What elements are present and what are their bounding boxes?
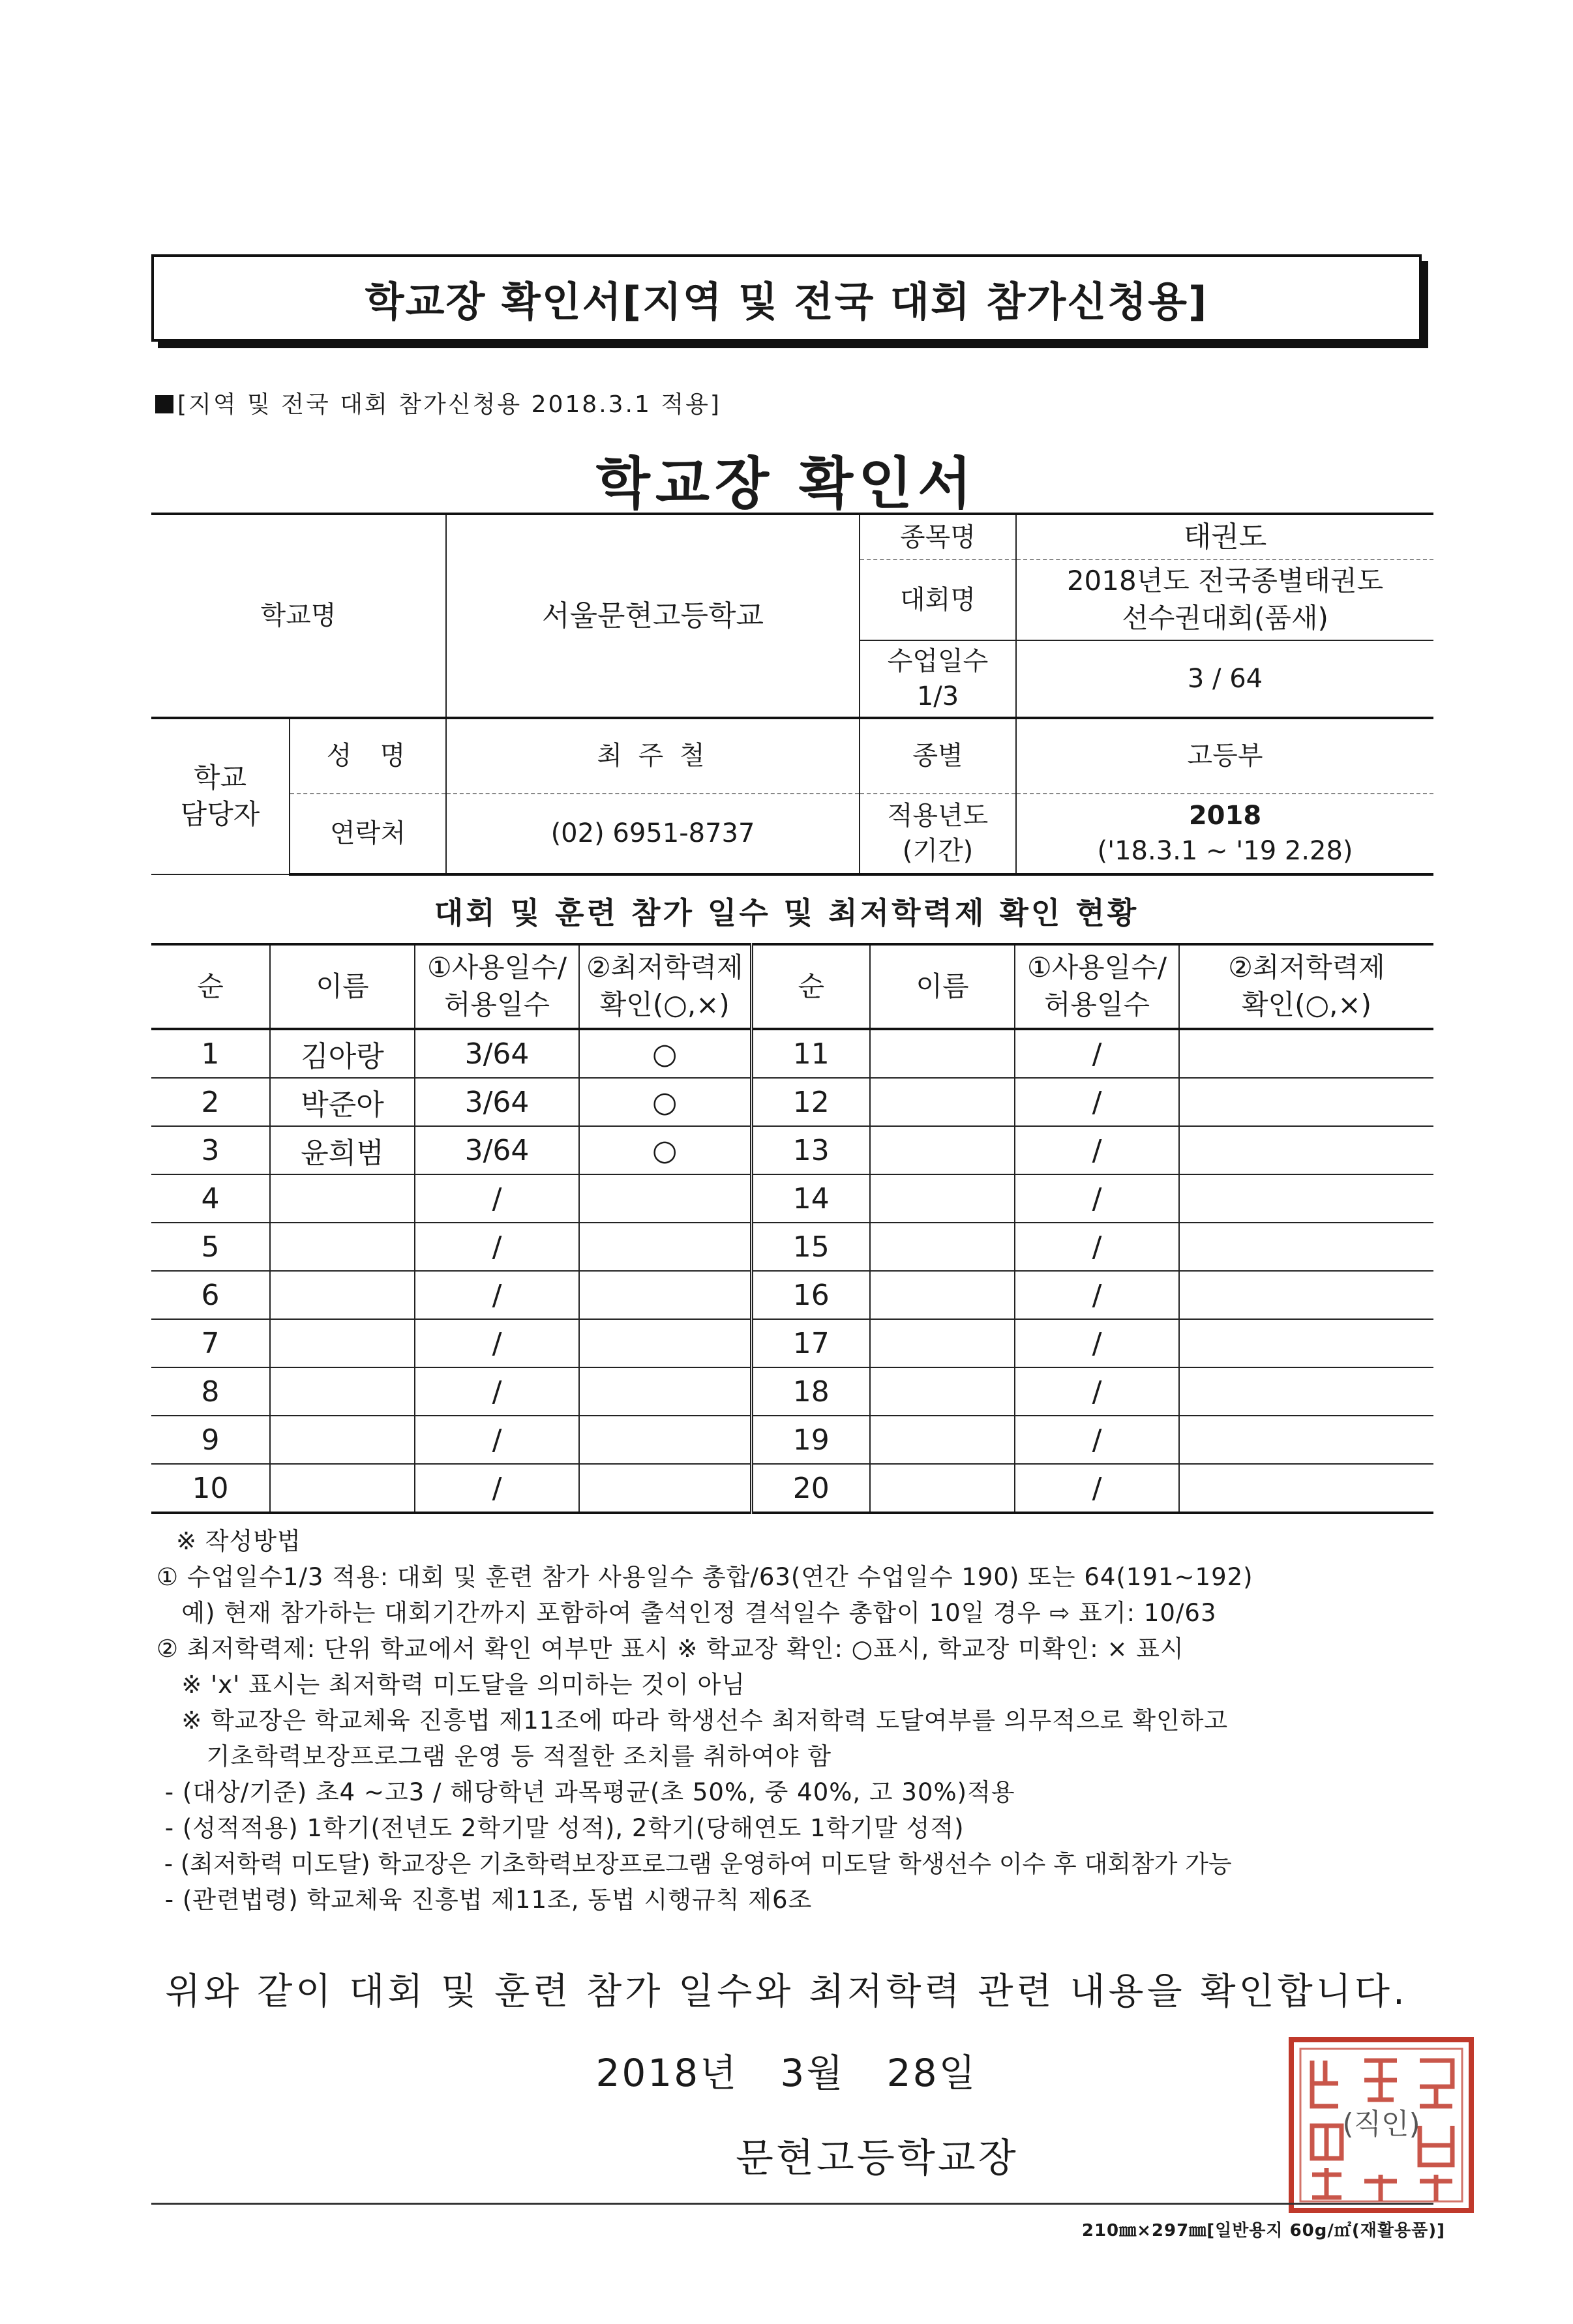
row-days-2: /: [1015, 1367, 1179, 1416]
row-days-2: /: [1015, 1464, 1179, 1513]
header-no-2: 순: [751, 944, 870, 1029]
row-name: 윤희범: [270, 1126, 415, 1174]
row-check: [579, 1271, 751, 1319]
row-check: [579, 1174, 751, 1223]
event-value: 태권도: [1016, 514, 1433, 559]
row-days-2: /: [1015, 1174, 1179, 1223]
table-row: [151, 1271, 1433, 1319]
category-value: 고등부: [1016, 718, 1433, 794]
table-row: [151, 1126, 1433, 1174]
participation-status-table: [151, 943, 1433, 1514]
row-no: 8: [151, 1367, 270, 1416]
table-row: [151, 1464, 1433, 1513]
row-days-2: /: [1015, 1078, 1179, 1126]
writing-instructions: [157, 1523, 1441, 1918]
row-name-2: [870, 1029, 1015, 1078]
row-name-2: [870, 1271, 1015, 1319]
school-days-label-line-2: 1/3: [916, 681, 959, 711]
row-no-2: 18: [751, 1367, 870, 1416]
row-check: [579, 1464, 751, 1513]
header-days-line-1: ①사용일수/: [427, 951, 567, 984]
row-no-2: 11: [751, 1029, 870, 1078]
table-row: [151, 1367, 1433, 1416]
instruction-line: 기초학력보장프로그램 운영 등 적절한 조치를 취하여야 함: [157, 1742, 831, 1770]
row-check-2: [1179, 1174, 1433, 1223]
row-no-2: 17: [751, 1319, 870, 1367]
row-name: [270, 1319, 415, 1367]
header-days-2-line-2: 허용일수: [1043, 989, 1150, 1020]
header-grade-2-line-1: ②최저학력제: [1228, 951, 1385, 984]
year-period: ('18.3.1 ~ '19 2.28): [1097, 836, 1353, 867]
row-check-2: [1179, 1319, 1433, 1367]
row-no-2: 15: [751, 1223, 870, 1271]
document-title-box: [151, 254, 1422, 342]
row-name-2: [870, 1174, 1015, 1223]
school-days-label: [860, 640, 1016, 718]
row-check: [579, 1319, 751, 1367]
row-no: 4: [151, 1174, 270, 1223]
row-name: 김아랑: [270, 1029, 415, 1078]
header-days-2-line-1: ①사용일수/: [1026, 951, 1167, 984]
row-check: [579, 1416, 751, 1464]
row-check-2: [1179, 1078, 1433, 1126]
instructions-heading: ※ 작성방법: [176, 1527, 301, 1555]
row-name-2: [870, 1416, 1015, 1464]
table-row: [151, 1078, 1433, 1126]
row-no: 3: [151, 1126, 270, 1174]
row-name: [270, 1223, 415, 1271]
paper-spec-note: 210㎜×297㎜[일반용지 60g/㎡(재활용품)]: [1081, 2221, 1445, 2241]
row-days: /: [415, 1223, 579, 1271]
year-label-line-2: (기간): [902, 836, 974, 867]
instruction-line: ① 수업일수1/3 적용: 대회 및 훈련 참가 사용일수 총합/63(연간 수업일수 190) 또는 64(191~192): [157, 1563, 1253, 1591]
school-info-table: [151, 513, 1433, 876]
row-days-2: /: [1015, 1319, 1179, 1367]
row-name-2: [870, 1078, 1015, 1126]
row-name: [270, 1464, 415, 1513]
instruction-line: ※ 학교장은 학교체육 진흥법 제11조에 따라 학생선수 최저학력 도달여부를 의무적으로 확인하고: [157, 1706, 1229, 1735]
confirmation-statement: 위와 같이 대회 및 훈련 참가 일수와 최저학력 관련 내용을 확인합니다.: [165, 1971, 1408, 2013]
header-name-2: 이름: [870, 944, 1015, 1029]
official-seal-stamp: [1286, 2034, 1476, 2216]
teacher-name-label: 성 명: [290, 718, 446, 794]
row-check: [579, 1223, 751, 1271]
square-bullet-icon: [155, 395, 173, 413]
teacher-label-line-1: 학교: [193, 761, 247, 794]
teacher-label: [151, 718, 290, 874]
row-days: /: [415, 1416, 579, 1464]
year-value: [1016, 794, 1433, 874]
school-days-value: 3 / 64: [1016, 640, 1433, 718]
row-check-2: [1179, 1126, 1433, 1174]
row-days-2: /: [1015, 1223, 1179, 1271]
row-no: 2: [151, 1078, 270, 1126]
row-days: /: [415, 1319, 579, 1367]
table-row: [151, 1319, 1433, 1367]
category-label: 종별: [860, 718, 1016, 794]
competition-line-2: 선수권대회(품새): [1122, 602, 1328, 634]
row-no-2: 12: [751, 1078, 870, 1126]
table-header-row: [151, 944, 1433, 1029]
row-check: ○: [579, 1126, 751, 1174]
seal-text: (직인): [1342, 2108, 1420, 2141]
row-days-2: /: [1015, 1029, 1179, 1078]
row-no: 6: [151, 1271, 270, 1319]
row-days: 3/64: [415, 1029, 579, 1078]
row-name-2: [870, 1319, 1015, 1367]
confirmation-date: 2018년 3월 28일: [595, 2051, 978, 2095]
row-days: /: [415, 1464, 579, 1513]
row-name: [270, 1416, 415, 1464]
row-no-2: 14: [751, 1174, 870, 1223]
row-name: [270, 1271, 415, 1319]
instruction-line: - (최저학력 미도달) 학교장은 기초학력보장프로그램 운영하여 미도달 학생선수 이수 후 대회참가 가능: [157, 1850, 1232, 1878]
row-name: [270, 1174, 415, 1223]
row-no: 10: [151, 1464, 270, 1513]
header-name: 이름: [270, 944, 415, 1029]
header-grade: [579, 944, 751, 1029]
teacher-label-line-2: 담당자: [180, 798, 260, 831]
row-days: 3/64: [415, 1078, 579, 1126]
header-days-line-2: 허용일수: [443, 989, 550, 1020]
row-name-2: [870, 1367, 1015, 1416]
instruction-line: ※ 'x' 표시는 최저학력 미도달을 의미하는 것이 아님: [157, 1671, 745, 1699]
table-row: [151, 1029, 1433, 1078]
row-days: /: [415, 1174, 579, 1223]
instruction-line: - (관련법령) 학교체육 진흥법 제11조, 동법 시행규칙 제6조: [157, 1886, 813, 1914]
header-grade-line-2: 확인(○,×): [599, 989, 730, 1020]
row-days-2: /: [1015, 1271, 1179, 1319]
header-days-2: [1015, 944, 1179, 1029]
header-grade-2-line-2: 확인(○,×): [1241, 989, 1372, 1020]
row-check: ○: [579, 1078, 751, 1126]
instruction-line: ② 최저학력제: 단위 학교에서 확인 여부만 표시 ※ 학교장 확인: ○표시, 학교장 미확인: × 표시: [157, 1635, 1184, 1663]
row-name-2: [870, 1464, 1015, 1513]
header-no: 순: [151, 944, 270, 1029]
row-check-2: [1179, 1223, 1433, 1271]
form-version-text: [지역 및 전국 대회 참가신청용 2018.3.1 적용]: [177, 391, 721, 418]
row-name-2: [870, 1126, 1015, 1174]
table-row: [151, 1416, 1433, 1464]
school-name-value: 서울문현고등학교: [446, 514, 860, 718]
status-title: 대회 및 훈련 참가 일수 및 최저학력제 확인 현황: [434, 895, 1139, 931]
year-number: 2018: [1188, 801, 1262, 831]
instruction-line: - (성적적용) 1학기(전년도 2학기말 성적), 2학기(당해연도 1학기말 성적): [157, 1814, 965, 1842]
instruction-line: - (대상/기준) 초4 ~고3 / 해당학년 과목평균(초 50%, 중 40%, 고 30%)적용: [157, 1778, 1015, 1806]
row-name: 박준아: [270, 1078, 415, 1126]
row-check-2: [1179, 1464, 1433, 1513]
row-no-2: 16: [751, 1271, 870, 1319]
header-grade-2: [1179, 944, 1433, 1029]
row-no: 1: [151, 1029, 270, 1078]
header-days: [415, 944, 579, 1029]
document-title: 학교장 확인서[지역 및 전국 대회 참가신청용]: [365, 277, 1208, 325]
school-days-label-line-1: 수업일수: [887, 646, 989, 676]
row-name-2: [870, 1223, 1015, 1271]
row-days: /: [415, 1271, 579, 1319]
table-row: [151, 1223, 1433, 1271]
row-days-2: /: [1015, 1416, 1179, 1464]
year-label-line-1: 적용년도: [887, 801, 989, 831]
row-check-2: [1179, 1367, 1433, 1416]
year-label: [860, 794, 1016, 874]
form-version-note: [155, 386, 721, 419]
teacher-name-value: 최 주 철: [446, 718, 860, 794]
row-check-2: [1179, 1416, 1433, 1464]
table-row: [151, 1174, 1433, 1223]
row-no-2: 19: [751, 1416, 870, 1464]
row-name: [270, 1367, 415, 1416]
row-no-2: 13: [751, 1126, 870, 1174]
event-label: 종목명: [860, 514, 1016, 559]
row-days: 3/64: [415, 1126, 579, 1174]
row-no: 9: [151, 1416, 270, 1464]
instruction-line: 예) 현재 참가하는 대회기간까지 포함하여 출석인정 결석일수 총합이 10일 경우 ⇨ 표기: 10/63: [157, 1599, 1217, 1627]
row-check-2: [1179, 1029, 1433, 1078]
row-no-2: 20: [751, 1464, 870, 1513]
row-days: /: [415, 1367, 579, 1416]
row-days-2: /: [1015, 1126, 1179, 1174]
row-check: [579, 1367, 751, 1416]
competition-value: [1016, 559, 1433, 640]
competition-line-1: 2018년도 전국종별태권도: [1066, 565, 1384, 597]
row-check: ○: [579, 1029, 751, 1078]
main-title: 학교장 확인서: [595, 451, 978, 516]
principal-signature-line: 문현고등학교장: [736, 2136, 1019, 2181]
row-no: 7: [151, 1319, 270, 1367]
row-check-2: [1179, 1271, 1433, 1319]
competition-label: 대회명: [860, 559, 1016, 640]
footer-divider: [151, 2203, 1433, 2205]
row-no: 5: [151, 1223, 270, 1271]
header-grade-line-1: ②최저학력제: [586, 951, 743, 984]
contact-label: 연락처: [290, 794, 446, 874]
school-name-label: 학교명: [151, 514, 446, 718]
contact-value: (02) 6951-8737: [446, 794, 860, 874]
